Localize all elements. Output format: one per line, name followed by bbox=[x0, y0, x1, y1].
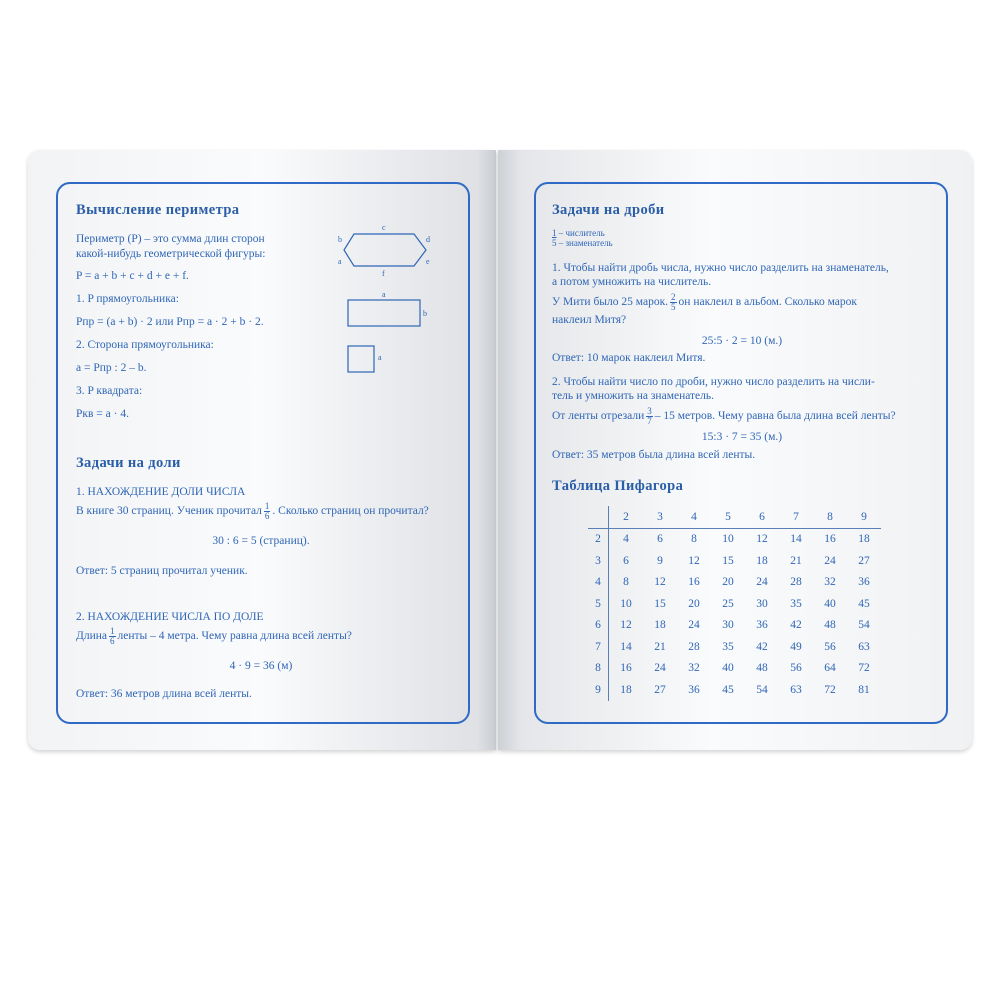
pythagoras-corner-cell bbox=[588, 506, 609, 528]
pythagoras-cell: 56 bbox=[824, 640, 836, 653]
pythagoras-cell: 16 bbox=[824, 533, 836, 546]
pythagoras-row bbox=[588, 658, 881, 680]
shares-section2-problem bbox=[76, 627, 352, 646]
rectangle-perimeter-title: 1. P прямоугольника: bbox=[76, 293, 179, 305]
pythagoras-header-cell: 7 bbox=[779, 506, 813, 528]
shares-section2-answer: Ответ: 36 метров длина всей ленты. bbox=[76, 688, 252, 700]
fractions-problem2-fraction bbox=[646, 407, 653, 426]
fractions-problem2-answer: Ответ: 35 метров была длина всей ленты. bbox=[552, 449, 756, 461]
pythagoras-row bbox=[588, 528, 881, 550]
pythagoras-cell: 18 bbox=[756, 554, 768, 567]
pythagoras-row-header: 3 bbox=[588, 550, 609, 572]
rectangle-side-title: 2. Сторона прямоугольника: bbox=[76, 339, 214, 351]
pythagoras-header-cell: 4 bbox=[677, 506, 711, 528]
fractions-title: Задачи на дроби bbox=[552, 202, 665, 218]
pythagoras-cell: 36 bbox=[858, 576, 870, 589]
pythagoras-row bbox=[588, 679, 881, 701]
hexagon-label-d: d bbox=[426, 235, 430, 244]
hexagon-label-a: a bbox=[338, 257, 342, 266]
square-perimeter-formula: Pкв = a · 4. bbox=[76, 408, 129, 420]
pythagoras-row-header: 5 bbox=[588, 593, 609, 615]
shares-section2-text-a: Длина bbox=[76, 630, 107, 643]
shares-section2-fraction bbox=[109, 627, 116, 646]
pythagoras-cell: 15 bbox=[654, 597, 666, 610]
square-figure bbox=[344, 342, 394, 378]
pythagoras-cell: 27 bbox=[858, 554, 870, 567]
fractions-rule1-line2: а потом умножить на числитель. bbox=[552, 276, 712, 288]
legend-numerator-row bbox=[552, 228, 613, 238]
fraction-legend bbox=[552, 228, 613, 248]
pythagoras-cell: 48 bbox=[756, 662, 768, 675]
pythagoras-cell: 48 bbox=[824, 619, 836, 632]
pythagoras-row-header: 7 bbox=[588, 636, 609, 658]
rectangle-perimeter-formula: Pпр = (a + b) · 2 или Pпр = a · 2 + b · 2. bbox=[76, 316, 264, 328]
pythagoras-header-cell: 5 bbox=[711, 506, 745, 528]
pythagoras-cell: 12 bbox=[756, 533, 768, 546]
shares-section1-problem bbox=[76, 502, 429, 521]
pythagoras-cell: 25 bbox=[722, 597, 734, 610]
pythagoras-cell: 63 bbox=[858, 640, 870, 653]
pythagoras-cell: 49 bbox=[790, 640, 802, 653]
pythagoras-row-header: 2 bbox=[588, 528, 609, 550]
fractions-rule2-line1: 2. Чтобы найти число по дроби, нужно число разделить на числи- bbox=[552, 376, 875, 388]
pythagoras-cell: 18 bbox=[620, 683, 632, 696]
fraction-denominator: 6 bbox=[110, 636, 115, 646]
square-shape bbox=[348, 346, 374, 372]
fraction-denominator: 5 bbox=[671, 302, 676, 312]
fractions-problem1-fraction bbox=[670, 293, 677, 312]
fraction-denominator: 6 bbox=[264, 511, 270, 521]
shares-section1-calculation: 30 : 6 = 5 (страниц). bbox=[212, 535, 310, 547]
fractions-problem2-text-a: От ленты отрезали bbox=[552, 410, 645, 423]
pythagoras-cell: 35 bbox=[790, 597, 802, 610]
perimeter-definition-line1: Периметр (P) – это сумма длин сторон bbox=[76, 233, 265, 245]
fractions-problem1-text-b: он наклеил в альбом. Сколько марок bbox=[678, 296, 857, 309]
rectangle-label-b: b bbox=[423, 309, 427, 318]
fraction-numerator: 1 bbox=[110, 626, 115, 636]
perimeter-definition-line2: какой-нибудь геометрической фигуры: bbox=[76, 248, 266, 260]
shares-section1-title: 1. НАХОЖДЕНИЕ ДОЛИ ЧИСЛА bbox=[76, 486, 246, 498]
shares-title: Задачи на доли bbox=[76, 455, 181, 471]
fractions-rule1-line1: 1. Чтобы найти дробь числа, нужно число разделить на знаменатель, bbox=[552, 262, 889, 274]
pythagoras-cell: 32 bbox=[688, 662, 700, 675]
shares-section1-answer: Ответ: 5 страниц прочитал ученик. bbox=[76, 565, 248, 577]
pythagoras-cell: 20 bbox=[688, 597, 700, 610]
pythagoras-cell: 32 bbox=[824, 576, 836, 589]
pythagoras-cell: 63 bbox=[790, 683, 802, 696]
rectangle-side-formula: a = Pпр : 2 – b. bbox=[76, 362, 147, 374]
hexagon-label-e: e bbox=[426, 257, 430, 266]
legend-numerator: 1 bbox=[552, 228, 557, 238]
pythagoras-cell: 4 bbox=[623, 533, 629, 546]
fraction-numerator: 2 bbox=[671, 292, 676, 302]
perimeter-formula: P = a + b + c + d + e + f. bbox=[76, 270, 189, 282]
pythagoras-cell: 6 bbox=[623, 554, 629, 567]
fractions-problem1-answer: Ответ: 10 марок наклеил Митя. bbox=[552, 352, 706, 364]
pythagoras-cell: 21 bbox=[654, 640, 666, 653]
pythagoras-cell: 14 bbox=[620, 640, 632, 653]
pythagoras-cell: 18 bbox=[858, 533, 870, 546]
pythagoras-row bbox=[588, 636, 881, 658]
hexagon-shape bbox=[344, 234, 426, 266]
fractions-problem1-line2: наклеил Митя? bbox=[552, 314, 627, 326]
fractions-problem2-calculation: 15:3 · 7 = 35 (м.) bbox=[701, 431, 783, 443]
pythagoras-cell: 36 bbox=[756, 619, 768, 632]
pythagoras-cell: 10 bbox=[722, 533, 734, 546]
pythagoras-cell: 42 bbox=[790, 619, 802, 632]
pythagoras-table bbox=[588, 506, 881, 701]
pythagoras-cell: 16 bbox=[688, 576, 700, 589]
pythagoras-cell: 40 bbox=[824, 597, 836, 610]
pythagoras-cell: 24 bbox=[756, 576, 768, 589]
pythagoras-cell: 24 bbox=[654, 662, 666, 675]
pythagoras-cell: 81 bbox=[858, 683, 870, 696]
pythagoras-cell: 24 bbox=[688, 619, 700, 632]
pythagoras-cell: 12 bbox=[688, 554, 700, 567]
pythagoras-cell: 14 bbox=[790, 533, 802, 546]
hexagon-label-c: c bbox=[382, 223, 386, 232]
pythagoras-header-cell: 8 bbox=[813, 506, 847, 528]
pythagoras-cell: 36 bbox=[688, 683, 700, 696]
left-page bbox=[28, 150, 496, 750]
fractions-rule2-line2: тель и умножить на знаменатель. bbox=[552, 390, 715, 402]
square-label-a: a bbox=[378, 353, 382, 362]
pythagoras-cell: 12 bbox=[620, 619, 632, 632]
pythagoras-header-cell: 6 bbox=[745, 506, 779, 528]
pythagoras-row bbox=[588, 615, 881, 637]
hexagon-label-f: f bbox=[382, 269, 385, 278]
pythagoras-cell: 16 bbox=[620, 662, 632, 675]
fraction-numerator: 1 bbox=[264, 501, 270, 511]
hexagon-label-b: b bbox=[338, 235, 342, 244]
fractions-problem1-calculation: 25:5 · 2 = 10 (м.) bbox=[701, 335, 783, 347]
fractions-problem2 bbox=[552, 407, 896, 426]
legend-denominator: 5 bbox=[552, 238, 557, 248]
pythagoras-cell: 54 bbox=[756, 683, 768, 696]
pythagoras-row-header: 9 bbox=[588, 679, 609, 701]
shares-section1-text-b: . Сколько страниц он прочитал? bbox=[272, 505, 429, 518]
pythagoras-cell: 8 bbox=[691, 533, 697, 546]
pythagoras-cell: 15 bbox=[722, 554, 734, 567]
pythagoras-cell: 42 bbox=[756, 640, 768, 653]
pythagoras-cell: 40 bbox=[722, 662, 734, 675]
pythagoras-row-header: 4 bbox=[588, 572, 609, 594]
pythagoras-cell: 24 bbox=[824, 554, 836, 567]
fractions-problem1 bbox=[552, 293, 857, 312]
pythagoras-cell: 27 bbox=[654, 683, 666, 696]
pythagoras-row bbox=[588, 572, 881, 594]
pythagoras-header-row bbox=[588, 506, 881, 528]
pythagoras-title: Таблица Пифагора bbox=[552, 478, 684, 494]
notebook-spread bbox=[28, 150, 972, 762]
legend-numerator-text: – числитель bbox=[558, 228, 605, 238]
shares-section2-calculation: 4 · 9 = 36 (м) bbox=[229, 660, 293, 672]
pythagoras-cell: 45 bbox=[722, 683, 734, 696]
pythagoras-cell: 72 bbox=[824, 683, 836, 696]
pythagoras-cell: 45 bbox=[858, 597, 870, 610]
pythagoras-cell: 6 bbox=[657, 533, 663, 546]
pythagoras-header-cell: 3 bbox=[643, 506, 677, 528]
legend-denominator-text: – знаменатель bbox=[558, 238, 613, 248]
pythagoras-row-header: 8 bbox=[588, 658, 609, 680]
pythagoras-header-cell: 2 bbox=[609, 506, 644, 528]
pythagoras-cell: 28 bbox=[790, 576, 802, 589]
pythagoras-cell: 28 bbox=[688, 640, 700, 653]
rectangle-shape bbox=[348, 300, 420, 326]
fraction-numerator: 3 bbox=[647, 406, 652, 416]
fraction-denominator: 7 bbox=[647, 416, 652, 426]
shares-section1-fraction bbox=[264, 502, 271, 521]
pythagoras-cell: 56 bbox=[790, 662, 802, 675]
rectangle-figure bbox=[344, 290, 434, 334]
fractions-problem2-text-b: – 15 метров. Чему равна была длина всей ленты? bbox=[654, 410, 896, 423]
right-page bbox=[498, 150, 972, 750]
hexagon-figure bbox=[334, 220, 436, 280]
pythagoras-row bbox=[588, 550, 881, 572]
pythagoras-cell: 30 bbox=[756, 597, 768, 610]
pythagoras-cell: 18 bbox=[654, 619, 666, 632]
rectangle-label-a: a bbox=[382, 290, 386, 299]
pythagoras-cell: 72 bbox=[858, 662, 870, 675]
pythagoras-cell: 54 bbox=[858, 619, 870, 632]
pythagoras-cell: 64 bbox=[824, 662, 836, 675]
pythagoras-cell: 21 bbox=[790, 554, 802, 567]
square-perimeter-title: 3. P квадрата: bbox=[76, 385, 143, 397]
fractions-problem1-text-a: У Мити было 25 марок. bbox=[552, 296, 669, 309]
shares-section2-text-b: ленты – 4 метра. Чему равна длина всей ленты? bbox=[117, 630, 352, 643]
pythagoras-cell: 30 bbox=[722, 619, 734, 632]
pythagoras-cell: 10 bbox=[620, 597, 632, 610]
pythagoras-cell: 9 bbox=[657, 554, 663, 567]
pythagoras-row bbox=[588, 593, 881, 615]
pythagoras-cell: 35 bbox=[722, 640, 734, 653]
perimeter-title: Вычисление периметра bbox=[76, 202, 240, 218]
shares-section1-text-a: В книге 30 страниц. Ученик прочитал bbox=[76, 505, 262, 518]
legend-denominator-row bbox=[552, 238, 613, 248]
shares-section2-title: 2. НАХОЖДЕНИЕ ЧИСЛА ПО ДОЛЕ bbox=[76, 611, 264, 623]
pythagoras-row-header: 6 bbox=[588, 615, 609, 637]
pythagoras-header-cell: 9 bbox=[847, 506, 881, 528]
pythagoras-cell: 8 bbox=[623, 576, 629, 589]
pythagoras-cell: 20 bbox=[722, 576, 734, 589]
pythagoras-cell: 12 bbox=[654, 576, 666, 589]
